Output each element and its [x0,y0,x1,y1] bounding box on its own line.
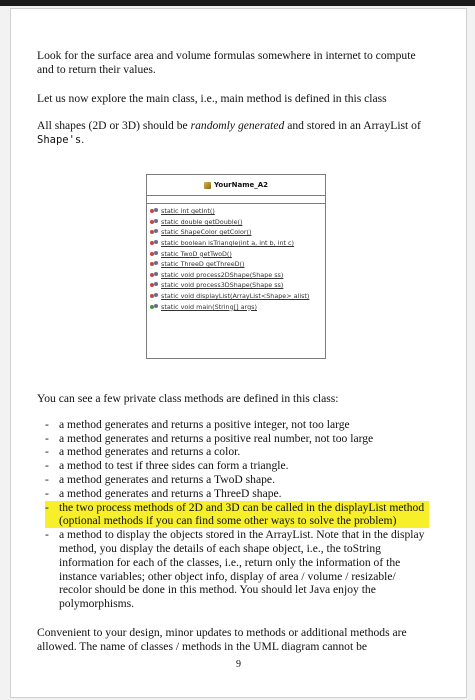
private-static-icon [150,272,158,278]
uml-method-text: static int getInt() [161,207,215,216]
private-static-icon [150,282,158,288]
list-item: - a method generates and returns a ThreeD shape. [45,487,429,501]
uml-method-row [150,248,325,259]
uml-method-row [150,301,325,312]
list-item: - a method generates and returns a color. [45,445,429,459]
public-static-icon [150,304,158,310]
paragraph-closing: Convenient to your design, minor updates to methods or additional methods are allowed. The name of classes / methods in the UML diagram cannot be [37,625,407,653]
uml-method-row [150,291,325,302]
uml-methods-section [147,204,325,312]
private-static-icon [150,240,158,246]
private-static-icon [150,293,158,299]
uml-method-text: static void process3DShape(Shape ss) [161,281,284,290]
uml-method-text: static void main(String[] args) [161,302,257,311]
uml-method-text: static TwoD getTwoD() [161,249,232,258]
uml-method-text: static void displayList(ArrayList<Shape> alist) [161,292,310,301]
list-item: - a method to display the objects stored in the ArrayList. Note that in the display method, you display the details of each shape object, i.e., the toString information for each of the classes, i.e., return only the information of the instance variables; other object info, display of area / volume / resizable/ recolor should be done in this method. You should let Java enjoy the polymorphisms. [45,528,429,611]
uml-method-row [150,270,325,281]
paragraph-private-methods: You can see a few private class methods are defined in this class: [37,392,339,405]
list-item: - a method generates and returns a positive integer, not too large [45,418,429,432]
private-static-icon [150,208,158,214]
shapes-emphasis: randomly generated [190,119,285,132]
page-number: 9 [236,659,241,670]
private-static-icon [150,261,158,267]
intro-text [37,49,429,163]
methods-description [37,392,429,654]
highlighted-list-item: - the two process methods of 2D and 3D can be called in the displayList method (optional methods if you can find some other ways to solve the problem) [45,501,429,529]
private-static-icon [150,251,158,257]
uml-method-text: static void process2DShape(Shape ss) [161,270,284,279]
class-icon [204,182,211,189]
uml-fields-section [147,196,325,204]
uml-method-row [150,227,325,238]
uml-method-row [150,280,325,291]
uml-method-row [150,238,325,249]
private-static-icon [150,229,158,235]
uml-class-diagram [146,174,326,359]
method-bullet-list [37,418,429,611]
private-static-icon [150,219,158,225]
uml-method-row [150,217,325,228]
uml-method-text: static double getDouble() [161,217,243,226]
uml-class-header [147,175,325,196]
list-item: - a method generates and returns a positive real number, not too large [45,432,429,446]
uml-method-text: static ShapeColor getColor() [161,228,252,237]
uml-method-text: static boolean isTriangle(int a, int b, int c) [161,239,295,248]
uml-method-text: static ThreeD getThreeD() [161,260,245,269]
list-item: - a method generates and returns a TwoD shape. [45,473,429,487]
paragraph-formulas: Look for the surface area and volume formulas somewhere in internet to compute and to return their values. [37,49,416,76]
shapes-text-3: . [81,133,85,146]
shapes-text-2: and stored in an ArrayList of [284,119,421,132]
shapes-code: Shape's [37,134,82,146]
top-bar [0,0,475,6]
uml-class-name: YourName_A2 [213,181,269,189]
document-page [10,8,467,698]
uml-method-row [150,206,325,217]
paragraph-shapes [37,119,429,147]
shapes-text-1: All shapes (2D or 3D) should be [37,119,191,132]
uml-method-row [150,259,325,270]
paragraph-main-class: Let us now explore the main class, i.e., main method is defined in this class [37,92,387,105]
list-item: - a method to test if three sides can form a triangle. [45,459,429,473]
